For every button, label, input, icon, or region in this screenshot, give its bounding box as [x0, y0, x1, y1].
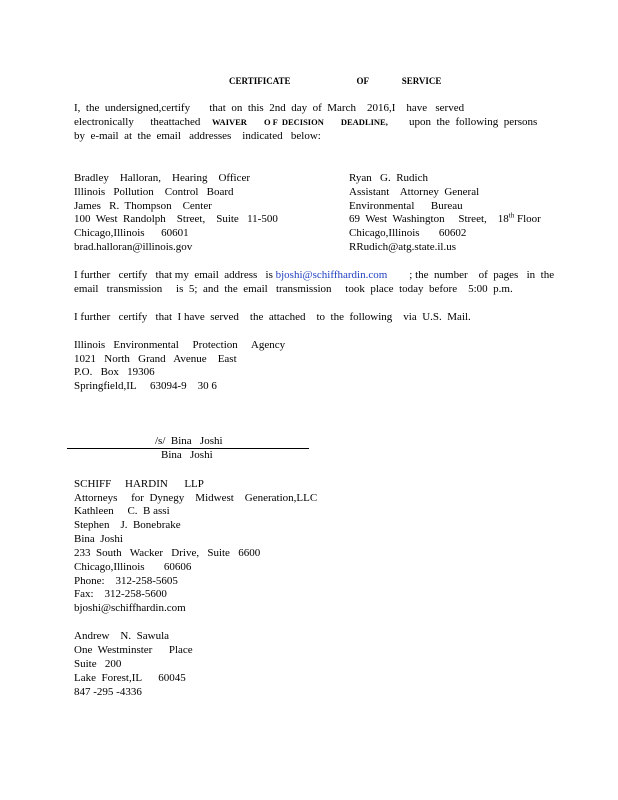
phone-number: 847 -295 -4336 [74, 686, 142, 698]
address-line: Illinois Environmental Protection Agency [74, 339, 286, 351]
recipient-email: RRudich@atg.state.il.us [349, 241, 456, 253]
address-line: P.O. Box 19306 [74, 366, 155, 378]
intro-line-2c: upon the following persons [409, 116, 538, 128]
address-line: 1021 North Grand Avenue East [74, 353, 237, 365]
firm-line: Kathleen C. B assi [74, 505, 170, 517]
address-line: Chicago,Illinois 60602 [349, 227, 467, 239]
recipient-email: brad.halloran@illinois.gov [74, 241, 193, 253]
email-paragraph-line-2: email transmission is 5; and the email transmission took place today before 5:00 p.m. [74, 283, 513, 295]
firm-line: 233 South Wacker Drive, Suite 6600 [74, 547, 261, 559]
intro-line-3: by e-mail at the email addresses indicated below: [74, 130, 321, 142]
intro-line-2a: electronically theattached [74, 116, 201, 128]
address-line: 100 West Randolph Street, Suite 11-500 [74, 213, 278, 225]
mail-paragraph: I further certify that I have served the attached to the following via U.S. Mail. [74, 311, 471, 323]
intro-line-1: I, the undersigned,certify that on this 2nd day of March 2016,I have served [74, 102, 465, 114]
address-line: Assistant Attorney General [349, 186, 480, 198]
address-line: Springfield,IL 63094-9 30 6 [74, 380, 217, 392]
address-line: Illinois Pollution Control Board [74, 186, 234, 198]
superscript: th [508, 211, 515, 220]
sender-email-link[interactable]: bjoshi@schiffhardin.com [275, 269, 388, 281]
firm-line: Bina Joshi [74, 533, 123, 545]
firm-line: Fax: 312-258-5600 [74, 588, 167, 600]
address-line: Suite 200 [74, 658, 122, 670]
firm-line: Stephen J. Bonebrake [74, 519, 181, 531]
address-line: Andrew N. Sawula [74, 630, 170, 642]
document-name: WAIVER O F DECISION DEADLINE, [212, 117, 388, 127]
address-line: James R. Thompson Center [74, 200, 212, 212]
document-title: CERTIFICATE OF SERVICE [229, 76, 442, 86]
signature: /s/ Bina Joshi [155, 435, 223, 447]
email-paragraph-line-1: I further certify that my email address is bjoshi@schiffhardin.com ; the number of pages in the [74, 269, 555, 281]
address-line: 69 West Washington Street, 18th Floor [349, 211, 541, 225]
address-line: One Westminster Place [74, 644, 193, 656]
address-line: Lake Forest,IL 60045 [74, 672, 186, 684]
address-line: Chicago,Illinois 60601 [74, 227, 189, 239]
firm-line: Attorneys for Dynegy Midwest Generation,LLC [74, 492, 318, 504]
signer-name: Bina Joshi [161, 449, 213, 461]
firm-line: SCHIFF HARDIN LLP [74, 478, 204, 490]
firm-line: Chicago,Illinois 60606 [74, 561, 192, 573]
address-line: Ryan G. Rudich [349, 172, 428, 184]
address-line: Environmental Bureau [349, 200, 463, 212]
firm-email: bjoshi@schiffhardin.com [74, 602, 186, 614]
address-line: Bradley Halloran, Hearing Officer [74, 172, 251, 184]
firm-line: Phone: 312-258-5605 [74, 575, 178, 587]
